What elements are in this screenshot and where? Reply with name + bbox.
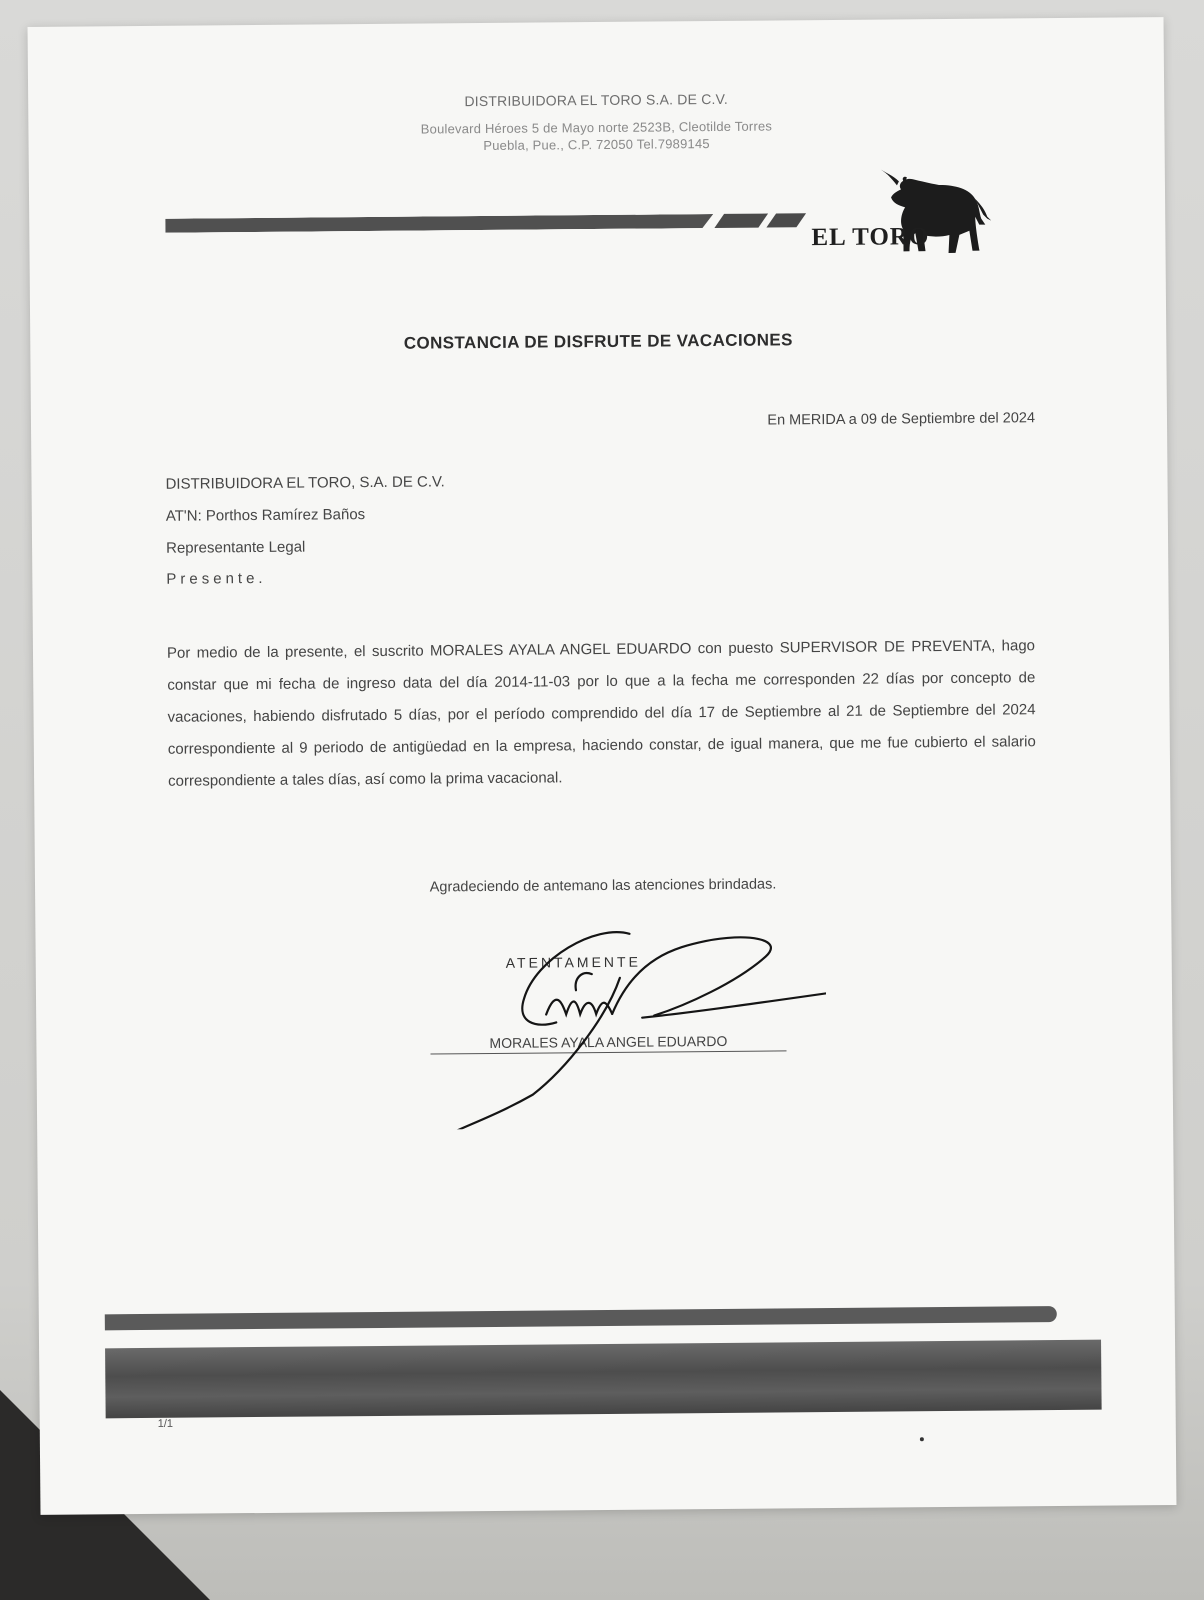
logo-text: EL TORO	[811, 223, 930, 252]
signer-name: MORALES AYALA ANGEL EDUARDO	[430, 1032, 786, 1054]
document-title: CONSTANCIA DE DISFRUTE DE VACACIONES	[403, 330, 793, 353]
recipient-company: DISTRIBUIDORA EL TORO, S.A. DE C.V.	[165, 473, 445, 493]
header-band-accent	[714, 214, 768, 228]
header-band	[165, 214, 713, 233]
company-logo	[809, 155, 1000, 269]
header-band-accent	[766, 213, 806, 227]
company-address-line1: Boulevard Héroes 5 de Mayo norte 2523B, Cleotilde Torres	[420, 118, 773, 137]
recipient-role: Representante Legal	[166, 538, 306, 557]
signature-salutation: ATENTAMENTE	[505, 953, 641, 971]
footer-band	[105, 1306, 1057, 1330]
recipient-presente: Presente.	[166, 569, 267, 588]
footer-redacted-block	[105, 1340, 1102, 1419]
closing-line: Agradeciendo de antemano las atenciones brindadas.	[429, 876, 777, 896]
body-paragraph: Por medio de la presente, el suscrito MORALES AYALA ANGEL EDUARDO con puesto SUPERVISOR DE PREVENTA, hago constar que mi fecha de ingreso data del día 2014-11-03 por lo que a la fecha me corresponden 22 días por concepto de vacaciones, habiendo disfrutado 5 días, por el período comprendido del día 17 de Septiembre al 21 de Septiembre del 2024 correspondiente al 9 periodo de antigüedad en la empresa, haciendo constar, de igual manera, que me fue cubierto el salario correspondiente a tales días, así como la prima vacacional.	[166, 637, 1036, 790]
handwritten-signature	[405, 916, 827, 1130]
date-line: En MERIDA a 09 de Septiembre del 2024	[767, 410, 1036, 429]
document-page	[28, 17, 1177, 1515]
company-address-line2: Puebla, Pue., C.P. 72050 Tel.7989145	[483, 136, 710, 154]
company-name: DISTRIBUIDORA EL TORO S.A. DE C.V.	[464, 90, 729, 110]
ink-dot	[920, 1437, 924, 1441]
page-number: 1/1	[157, 1417, 174, 1430]
recipient-attention: AT'N: Porthos Ramírez Baños	[165, 506, 366, 525]
